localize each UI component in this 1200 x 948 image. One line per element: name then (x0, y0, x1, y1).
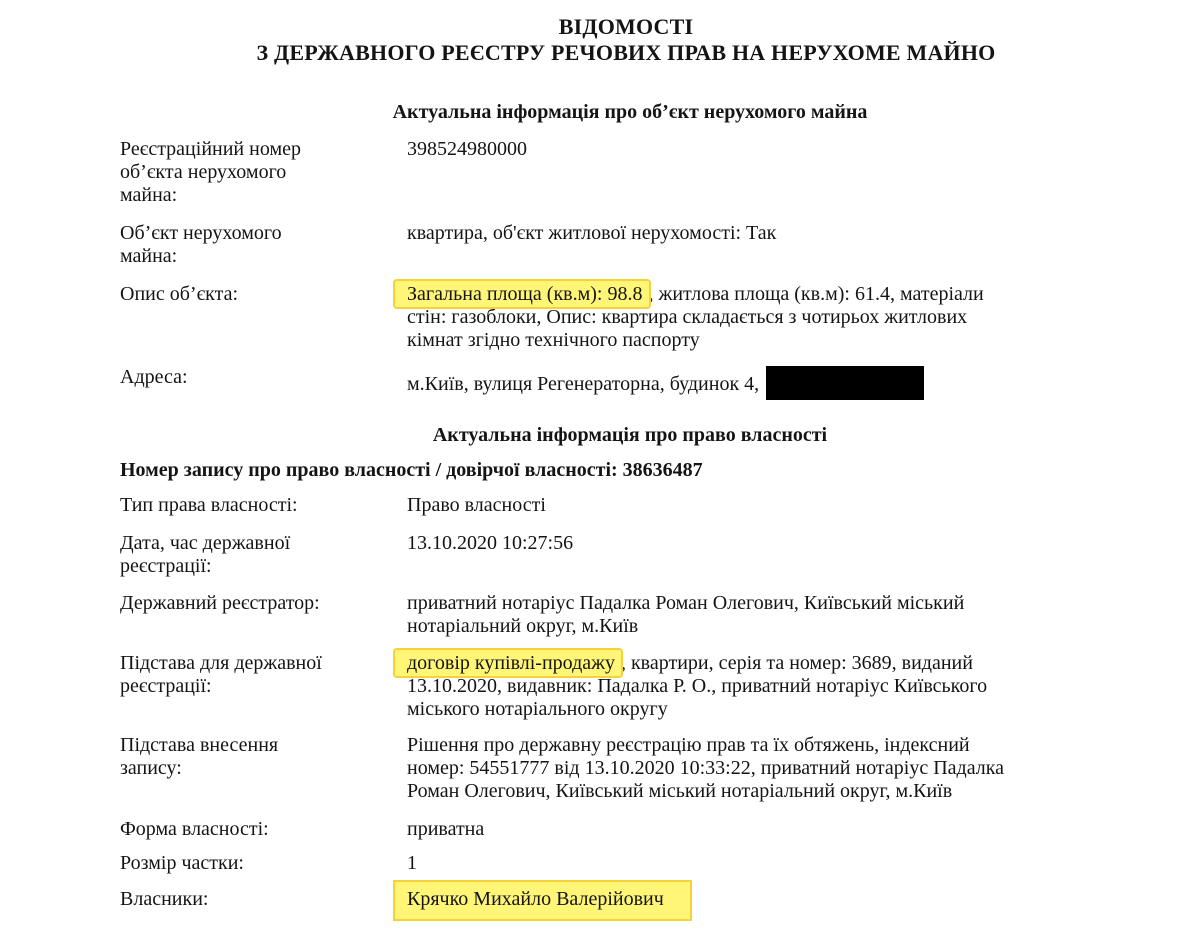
description-rest: , житлова площа (кв.м): 61.4, матеріали стін: газоблоки, Опис: квартира складається з чотирьох житлових кімнат згідно технічного паспорту (407, 283, 984, 351)
document-title: ВІДОМОСТІ (558, 14, 694, 39)
owners-label: Власники: (120, 888, 209, 910)
ownership-section-heading: Актуальна інформація про право власності (432, 424, 828, 446)
owner-name-highlight: Крячко Михайло Валерійович (393, 880, 692, 921)
right-type-label: Тип права власності: (120, 494, 298, 516)
right-type-value: Право власності (407, 494, 546, 516)
owners-value (407, 880, 1167, 921)
registrar-value: приватний нотаріус Падалка Роман Олегович, Київський міський нотаріальний округ, м.Київ (407, 592, 965, 637)
basis-rest: , квартири, серія та номер: 3689, виданий 13.10.2020, видавник: Падалка Р. О., приватний нотаріус Київського міського нотаріального округу (407, 652, 988, 720)
registrar-label: Державний реєстратор: (120, 592, 320, 614)
share-size-label: Розмір частки: (120, 852, 244, 874)
basis-value (407, 652, 1167, 721)
contract-highlight: договір купівлі-продажу (395, 650, 621, 676)
object-label: Об’єкт нерухомого майна: (120, 222, 282, 267)
document-subtitle: З ДЕРЖАВНОГО РЕЄСТРУ РЕЧОВИХ ПРАВ НА НЕРУХОМЕ МАЙНО (256, 40, 996, 65)
address-label: Адреса: (120, 366, 188, 388)
description-value (407, 283, 1167, 352)
reg-number-value: 398524980000 (407, 138, 527, 160)
reg-date-label: Дата, час державної реєстрації: (120, 532, 291, 577)
address-text: м.Київ, вулиця Регенераторна, будинок 4, (407, 373, 765, 395)
record-number-line: Номер запису про право власності / довірчої власності: 38636487 (120, 459, 703, 481)
basis-label: Підстава для державної реєстрації: (120, 652, 322, 697)
reg-number-label: Реєстраційний номер об’єкта нерухомого майна: (120, 138, 301, 206)
entry-basis-value: Рішення про державну реєстрацію прав та їх обтяжень, індексний номер: 54551777 від 13.10.2020 10:33:22, приватний нотаріус Падалка Роман Олегович, Київський міський нотаріальний округ, м.Київ (407, 734, 1005, 802)
entry-basis-label: Підстава внесення запису: (120, 734, 279, 779)
description-label: Опис об’єкта: (120, 283, 239, 305)
ownership-form-label: Форма власності: (120, 818, 269, 840)
address-value (407, 366, 1167, 400)
reg-date-value: 13.10.2020 10:27:56 (407, 532, 574, 554)
ownership-form-value: приватна (407, 818, 485, 840)
object-value: квартира, об'єкт житлової нерухомості: Так (407, 222, 777, 244)
share-size-value: 1 (407, 852, 417, 874)
object-section-heading: Актуальна інформація про об’єкт нерухомого майна (392, 101, 868, 123)
area-highlight: Загальна площа (кв.м): 98.8 (395, 281, 649, 307)
redaction-box (766, 366, 924, 400)
